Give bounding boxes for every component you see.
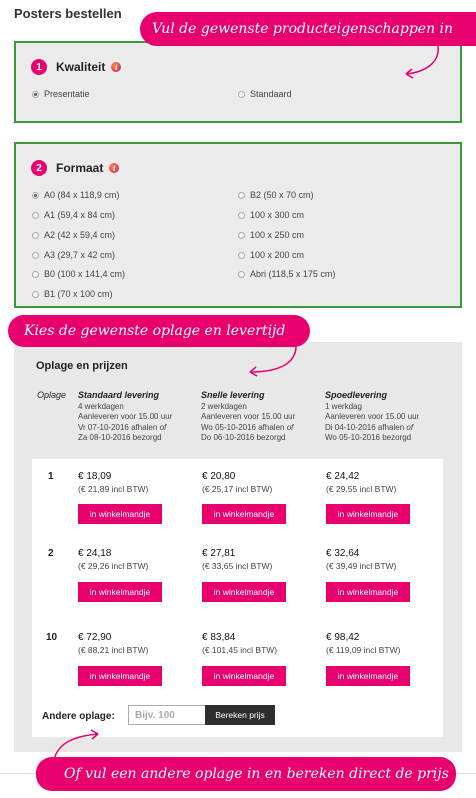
option-label: B2 (50 x 70 cm) (250, 190, 314, 200)
radio-button[interactable] (32, 232, 39, 239)
delivery-days: 1 werkdag (325, 401, 362, 411)
format-title: Formaat (56, 161, 104, 175)
add-to-cart-button[interactable]: in winkelmandje (326, 504, 410, 524)
radio-button[interactable] (32, 192, 39, 199)
price-incl: (€ 29,26 incl BTW) (78, 561, 149, 571)
info-icon[interactable]: i (111, 62, 121, 72)
price-cell (326, 548, 396, 572)
pricing-title: Oplage en prijzen (36, 360, 128, 372)
price-table (32, 459, 443, 697)
arrow-icon (242, 344, 302, 378)
format-heading (31, 160, 119, 176)
delivery-column-header (325, 390, 419, 444)
price-incl: (€ 29,55 incl BTW) (326, 484, 397, 494)
qty-value: 1 (48, 471, 54, 482)
price-excl: € 83,84 (202, 632, 236, 643)
price-excl: € 98,42 (326, 632, 360, 643)
step-number-badge: 2 (31, 160, 47, 176)
option-label: B0 (100 x 141,4 cm) (44, 269, 126, 279)
calculate-price-button[interactable]: Bereken prijs (205, 705, 275, 725)
pricing-panel (14, 342, 462, 752)
add-to-cart-button[interactable]: in winkelmandje (202, 504, 286, 524)
delivery-days: 2 werkdagen (201, 401, 247, 411)
quality-option-presentatie[interactable] (32, 89, 90, 99)
format-option[interactable] (32, 269, 125, 279)
delivery-deadline: Aanleveren voor 15.00 uur (78, 412, 173, 421)
format-option[interactable] (32, 210, 115, 220)
quality-heading (31, 59, 121, 75)
option-label: 100 x 200 cm (250, 250, 305, 260)
option-label: A2 (42 x 59,4 cm) (44, 230, 116, 240)
callout-properties: Vul de gewenste producteigenschappen in (140, 12, 476, 46)
option-label: Presentatie (44, 89, 90, 99)
price-cell (78, 471, 148, 495)
add-to-cart-button[interactable]: in winkelmandje (202, 666, 286, 686)
price-incl: (€ 39,49 incl BTW) (326, 561, 397, 571)
quality-panel (14, 41, 462, 123)
delivery-deadline: Aanleveren voor 15.00 uur (325, 412, 420, 421)
format-option[interactable] (238, 269, 335, 279)
option-label: A3 (29,7 x 42 cm) (44, 250, 116, 260)
delivery-column-header (78, 390, 172, 444)
option-label: 100 x 250 cm (250, 230, 305, 240)
delivery-pickup: Vr 07-10-2016 afhalen (78, 422, 158, 432)
delivery-or: of (159, 422, 167, 432)
price-cell (202, 548, 272, 572)
price-incl: (€ 119,09 incl BTW) (326, 645, 401, 655)
radio-button[interactable] (32, 291, 39, 298)
delivery-delivered: Do 06-10-2016 bezorgd (201, 433, 286, 442)
delivery-delivered: Wo 05-10-2016 bezorgd (325, 433, 412, 442)
price-excl: € 18,09 (78, 471, 112, 482)
price-excl: € 24,42 (326, 471, 360, 482)
delivery-delivered: Za 08-10-2016 bezorgd (78, 433, 162, 442)
delivery-days: 4 werkdagen (78, 401, 124, 411)
option-label: Abri (118,5 x 175 cm) (250, 269, 336, 279)
quality-title: Kwaliteit (56, 60, 106, 74)
qty-value: 10 (46, 632, 58, 643)
delivery-name: Snelle levering (201, 390, 265, 400)
option-label: A0 (84 x 118,9 cm) (44, 190, 120, 200)
format-option[interactable] (238, 190, 314, 200)
radio-button[interactable] (238, 232, 245, 239)
price-incl: (€ 101,45 incl BTW) (202, 645, 278, 655)
qty-column-header (37, 390, 66, 402)
arrow-icon (396, 44, 446, 80)
callout-other-quantity: Of vul een andere oplage in en bereken direct de prijs (36, 757, 456, 791)
qty-header-label: Oplage (37, 390, 67, 400)
quality-option-standaard[interactable] (238, 89, 292, 99)
price-cell (202, 471, 272, 495)
radio-button[interactable] (32, 91, 39, 98)
delivery-column-header (201, 390, 295, 444)
info-icon[interactable]: i (109, 163, 119, 173)
format-option[interactable] (32, 230, 115, 240)
step-number-badge: 1 (31, 59, 47, 75)
price-cell (78, 548, 148, 572)
price-excl: € 32,64 (326, 548, 360, 559)
price-incl: (€ 25,17 incl BTW) (202, 484, 273, 494)
delivery-or: of (406, 422, 414, 432)
format-option[interactable] (238, 210, 304, 220)
add-to-cart-button[interactable]: in winkelmandje (326, 582, 410, 602)
radio-button[interactable] (238, 91, 245, 98)
add-to-cart-button[interactable]: in winkelmandje (202, 582, 286, 602)
price-incl: (€ 88,21 incl BTW) (78, 645, 149, 655)
option-label: Standaard (250, 89, 292, 99)
price-incl: (€ 33,65 incl BTW) (202, 561, 273, 571)
delivery-deadline: Aanleveren voor 15.00 uur (201, 412, 296, 421)
option-label: 100 x 300 cm (250, 210, 305, 220)
format-option[interactable] (32, 250, 115, 260)
option-label: A1 (59,4 x 84 cm) (44, 210, 116, 220)
add-to-cart-button[interactable]: in winkelmandje (78, 504, 162, 524)
radio-button[interactable] (238, 252, 245, 259)
radio-button[interactable] (32, 252, 39, 259)
price-cell (78, 632, 148, 656)
format-option[interactable] (32, 190, 119, 200)
price-incl: (€ 21,89 incl BTW) (78, 484, 149, 494)
format-option[interactable] (238, 230, 304, 240)
add-to-cart-button[interactable]: in winkelmandje (78, 582, 162, 602)
other-quantity-label: Andere oplage: (42, 711, 115, 722)
radio-button[interactable] (238, 192, 245, 199)
arrow-icon (50, 726, 106, 762)
format-option[interactable] (32, 289, 113, 299)
radio-button[interactable] (238, 212, 245, 219)
delivery-name: Spoedlevering (325, 390, 388, 400)
price-excl: € 72,90 (78, 632, 112, 643)
price-cell (202, 632, 277, 656)
callout-quantity: Kies de gewenste oplage en levertijd (8, 315, 310, 347)
radio-button[interactable] (238, 271, 245, 278)
price-excl: € 24,18 (78, 548, 112, 559)
qty-value: 2 (48, 548, 54, 559)
delivery-pickup: Di 04-10-2016 afhalen (325, 422, 405, 432)
format-panel (14, 142, 462, 308)
price-cell (326, 632, 400, 656)
other-quantity-input[interactable] (128, 705, 206, 725)
delivery-or: of (286, 422, 294, 432)
delivery-pickup: Wo 05-10-2016 afhalen (201, 422, 285, 432)
delivery-name: Standaard levering (78, 390, 160, 400)
format-option[interactable] (238, 250, 304, 260)
add-to-cart-button[interactable]: in winkelmandje (78, 666, 162, 686)
page-title: Posters bestellen (14, 6, 122, 21)
price-excl: € 27,81 (202, 548, 236, 559)
radio-button[interactable] (32, 271, 39, 278)
radio-button[interactable] (32, 212, 39, 219)
price-excl: € 20,80 (202, 471, 236, 482)
price-cell (326, 471, 396, 495)
add-to-cart-button[interactable]: in winkelmandje (326, 666, 410, 686)
option-label: B1 (70 x 100 cm) (44, 289, 113, 299)
